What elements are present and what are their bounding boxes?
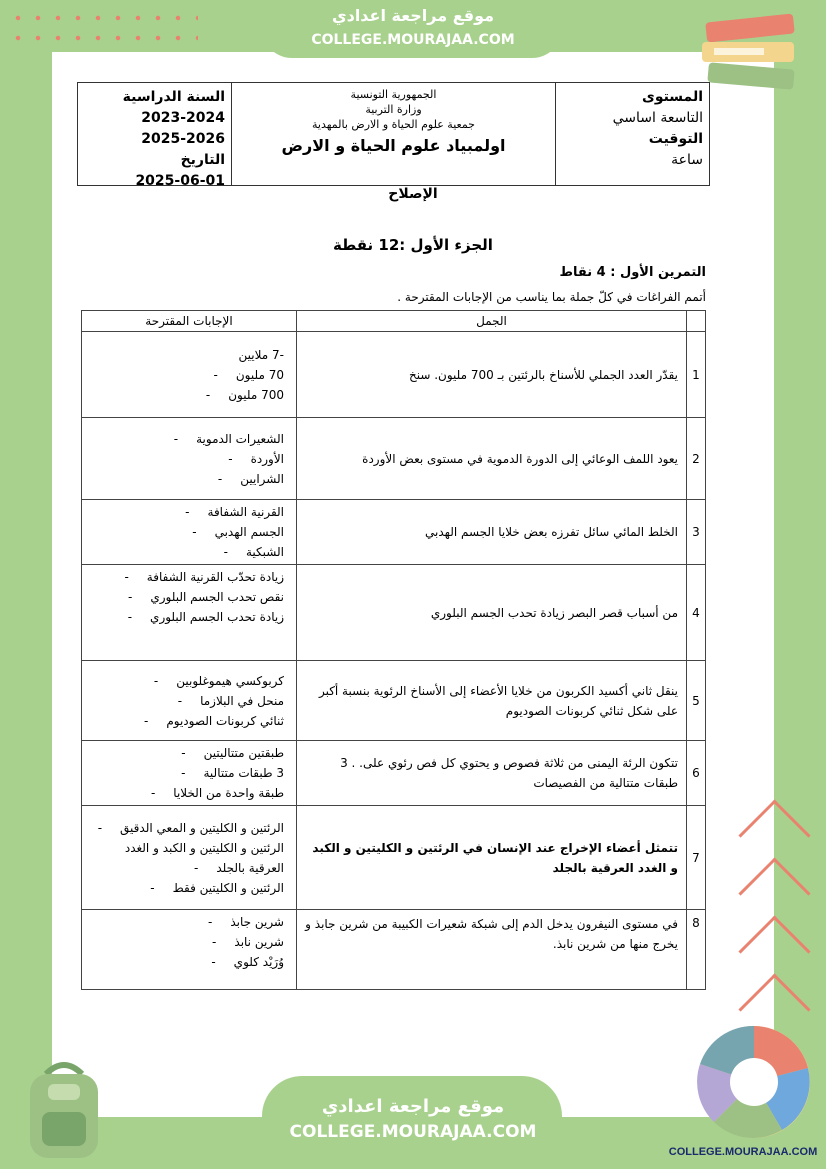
option-text: ثنائي كربونات الصوديوم - — [88, 711, 284, 731]
row-number: 5 — [687, 661, 706, 741]
option-text: طبقتين متتاليتين - — [88, 743, 284, 763]
option-text: الرئتين و الكليتين و المعي الدقيق - — [88, 818, 284, 838]
option-text: منحل في البلازما - — [88, 691, 284, 711]
options-cell — [82, 910, 297, 990]
sentence-cell: في مستوى النيفرون يدخل الدم إلى شبكة شعيرات الكبيبة من شرين جابذ و يخرج منها من شرين نابذ. — [297, 910, 687, 990]
sentence-cell: تتمثل أعضاء الإخراج عند الإنسان في الرئتين و الكليتين و الكبد و الغدد العرقية بالجلد — [297, 806, 687, 910]
row-number: 3 — [687, 500, 706, 565]
top-site-url[interactable]: COLLEGE.MOURAJAA.COM — [311, 32, 515, 48]
year-value-2: 2025-2026 — [141, 131, 225, 147]
date-value: 2025-06-01 — [135, 173, 225, 189]
option-text: القرنية الشفافة - — [88, 502, 284, 522]
table-row — [82, 500, 706, 565]
books-icon — [698, 12, 806, 92]
option-text: الرئتين و الكليتين و الكبد و الغدد العرقية بالجلد - — [88, 838, 284, 878]
options-cell — [82, 741, 297, 806]
option-text: 700 مليون - — [88, 385, 284, 405]
option-text: الأوردة - — [88, 449, 284, 469]
option-text: زيادة تحدب الجسم البلوري - — [88, 607, 284, 627]
part-title: الجزء الأول :12 نقطة — [333, 236, 493, 254]
table-row — [82, 741, 706, 806]
date-label: التاريخ — [180, 152, 225, 168]
option-text: -7 ملايين — [238, 347, 284, 362]
row-number: 1 — [687, 332, 706, 418]
option-text: الشبكية - — [88, 542, 284, 562]
sentence-cell: الخلط المائي سائل تفرزه بعض خلايا الجسم الهدبي — [297, 500, 687, 565]
options-column-header: الإجابات المقترحة — [82, 311, 297, 332]
correction-title: الإصلاح — [388, 186, 438, 202]
bottom-site-name: موقع مراجعة اعدادي — [321, 1096, 505, 1117]
exercise-instruction: أتمم الفراغات في كلّ جملة بما يناسب من الإجابات المقترحة . — [397, 290, 706, 304]
options-cell — [82, 332, 297, 418]
options-cell — [82, 500, 297, 565]
row-number: 8 — [687, 910, 706, 990]
association-name: جمعية علوم الحياة و الارض بالمهدية — [312, 118, 475, 131]
table-row — [82, 332, 706, 418]
table-row — [82, 661, 706, 741]
option-text: الشرايين - — [88, 469, 284, 489]
level-label: المستوى — [641, 89, 703, 105]
option-text: نقص تحدب الجسم البلوري - — [88, 587, 284, 607]
sentences-column-header: الجمل — [297, 311, 687, 332]
backpack-icon — [16, 1056, 112, 1162]
ministry-name: وزارة التربية — [365, 103, 422, 116]
option-text: الجسم الهدبي - — [88, 522, 284, 542]
sentence-cell: يعود اللمف الوعائي إلى الدورة الدموية في مستوى بعض الأوردة — [297, 418, 687, 500]
institution-cell — [232, 83, 556, 185]
options-cell — [82, 418, 297, 500]
education-logo-icon — [694, 1024, 818, 1146]
option-text: الشعيرات الدموية - — [88, 429, 284, 449]
exam-header — [77, 82, 710, 189]
answers-table — [81, 310, 706, 990]
sentence-cell: ينقل ثاني أكسيد الكربون من خلايا الأعضاء إلى الأسناخ الرئوية بنسبة أكبر على شكل ثنائي كربونات الصوديوم — [297, 661, 687, 741]
number-column-header — [687, 311, 706, 332]
timing-label: التوقيت — [648, 131, 703, 147]
sentence-cell: تتكون الرئة اليمنى من ثلاثة فصوص و يحتوي كل فص رئوي على. . 3 طبقات متتالية من الفصيصات — [297, 741, 687, 806]
option-text: 70 مليون - — [88, 365, 284, 385]
table-header-row — [82, 311, 706, 332]
option-text: 3 طبقات متتالية - — [88, 763, 284, 783]
year-label: السنة الدراسية — [122, 89, 225, 105]
row-number: 7 — [687, 806, 706, 910]
year-value-1: 2023-2024 — [141, 110, 225, 126]
sentence-cell: يقدّر العدد الجملي للأسناخ بالرئتين بـ 700 مليون. سنخ — [297, 332, 687, 418]
table-row — [82, 565, 706, 661]
option-text: وُرَيْد كلوي - — [88, 952, 284, 972]
options-cell — [82, 565, 297, 661]
row-number: 2 — [687, 418, 706, 500]
table-row — [82, 806, 706, 910]
option-text: زيادة تحدّب القرنية الشفافة - — [88, 567, 284, 587]
timing-value: ساعة — [671, 152, 703, 168]
table-row — [82, 910, 706, 990]
options-cell — [82, 806, 297, 910]
option-text: كربوكسي هيموغلوبين - — [88, 671, 284, 691]
options-cell — [82, 661, 297, 741]
exercise-title: التمرين الأول : 4 نقاط — [559, 265, 706, 280]
level-value: التاسعة اساسي — [612, 110, 703, 126]
option-text: طبقة واحدة من الخلايا - — [88, 783, 284, 803]
row-number: 4 — [687, 565, 706, 661]
logo-caption: COLLEGE.MOURAJAA.COM — [668, 1146, 818, 1158]
level-timing-cell — [556, 83, 709, 185]
table-row — [82, 418, 706, 500]
option-text: شرين نابذ - — [88, 932, 284, 952]
olympiad-title: اولمبياد علوم الحياة و الارض — [281, 136, 506, 155]
option-text: شرين جابذ - — [88, 912, 284, 932]
year-date-cell — [78, 83, 232, 189]
republic-name: الجمهورية التونسية — [350, 88, 437, 101]
option-text: الرئتين و الكليتين فقط - — [88, 878, 284, 898]
row-number: 6 — [687, 741, 706, 806]
sentence-cell: من أسباب قصر البصر زيادة تحدب الجسم البلوري — [297, 565, 687, 661]
top-site-name: موقع مراجعة اعدادي — [331, 6, 495, 25]
bottom-site-url[interactable]: COLLEGE.MOURAJAA.COM — [289, 1122, 537, 1142]
